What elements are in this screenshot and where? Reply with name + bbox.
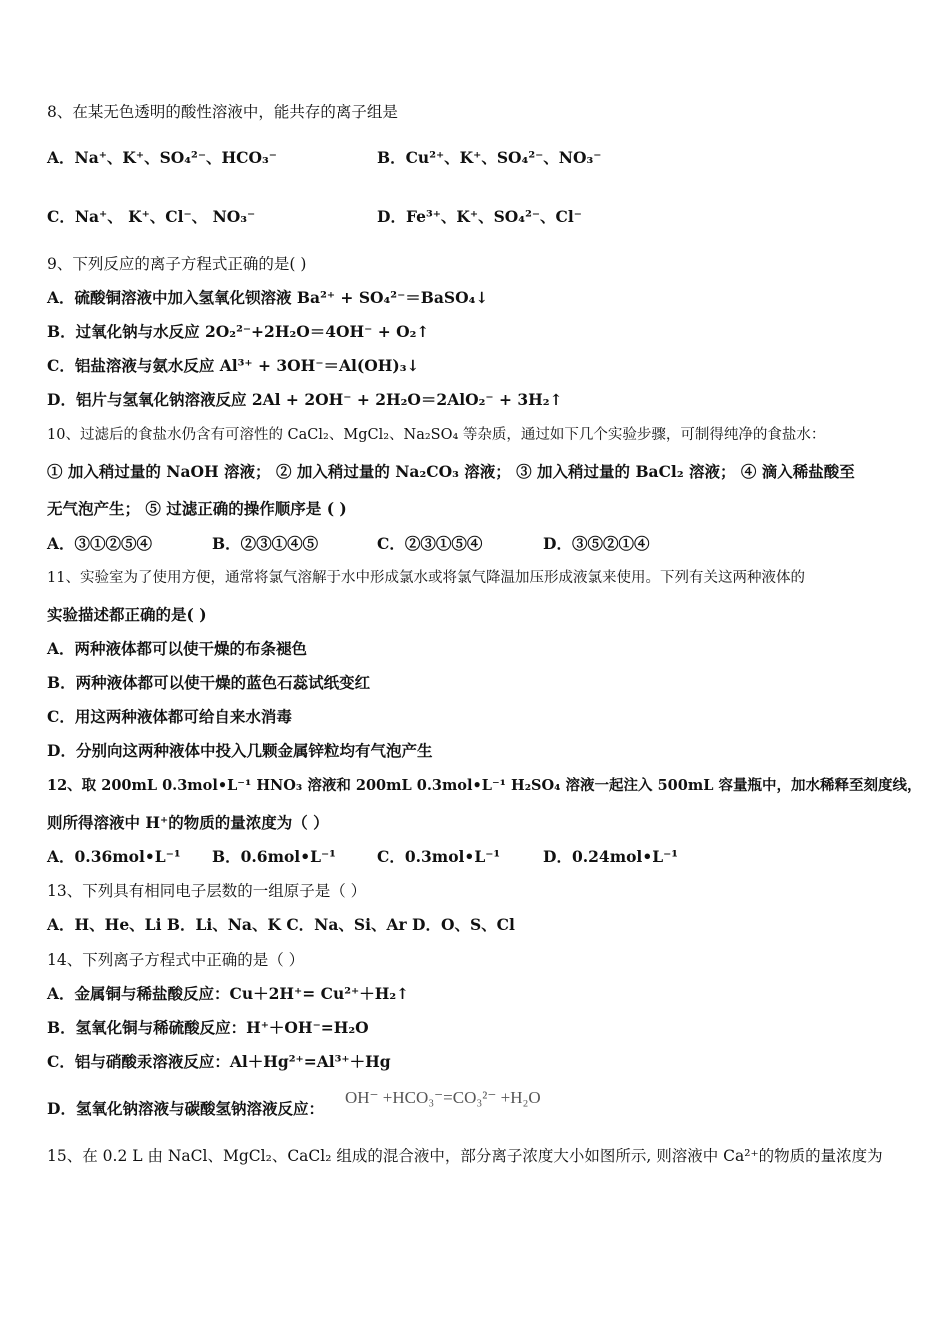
q12-option-d[interactable]: D．0.24mol•L⁻¹ xyxy=(543,847,679,866)
q12-option-c[interactable]: C．0.3mol•L⁻¹ xyxy=(377,847,501,866)
q9-stem: 9、下列反应的离子方程式正确的是( ) xyxy=(47,255,307,273)
q14-option-a[interactable]: A．金属铜与稀盐酸反应：Cu＋2H⁺= Cu²⁺＋H₂↑ xyxy=(47,984,410,1003)
q9-option-c[interactable]: C．铝盐溶液与氨水反应 Al³⁺ + 3OH⁻＝Al(OH)₃↓ xyxy=(47,356,420,375)
q10-stem-line3: 无气泡产生； ⑤ 过滤正确的操作顺序是 ( ) xyxy=(47,499,347,518)
q9-option-a[interactable]: A．硫酸铜溶液中加入氢氧化钡溶液 Ba²⁺ + SO₄²⁻＝BaSO₄↓ xyxy=(47,288,489,307)
q10-option-c[interactable]: C．②③①⑤④ xyxy=(377,534,483,553)
q8-option-c[interactable]: C．Na⁺、 K⁺、Cl⁻、 NO₃⁻ xyxy=(47,207,256,226)
q12-stem-line2: 则所得溶液中 H⁺的物质的量浓度为（ ） xyxy=(47,813,329,832)
q8-option-b[interactable]: B．Cu²⁺、K⁺、SO₄²⁻、NO₃⁻ xyxy=(377,148,602,167)
q13-options[interactable]: A．H、He、Li B．Li、Na、K C．Na、Si、Ar D．O、S、Cl xyxy=(47,915,515,934)
q11-option-a[interactable]: A．两种液体都可以使干燥的布条褪色 xyxy=(47,639,308,658)
q11-option-b[interactable]: B．两种液体都可以使干燥的蓝色石蕊试纸变红 xyxy=(47,673,371,692)
q11-stem-line1: 11、实验室为了使用方便，通常将氯气溶解于水中形成氯水或将氯气降温加压形成液氯来使用。下列有关这两种液体的 xyxy=(47,570,805,586)
q9-option-b[interactable]: B．过氧化钠与水反应 2O₂²⁻+2H₂O＝4OH⁻ + O₂↑ xyxy=(47,322,430,341)
q8-option-d[interactable]: D．Fe³⁺、K⁺、SO₄²⁻、Cl⁻ xyxy=(377,207,582,226)
q11-option-d[interactable]: D．分别向这两种液体中投入几颗金属锌粒均有气泡产生 xyxy=(47,741,433,760)
q11-option-c[interactable]: C．用这两种液体都可给自来水消毒 xyxy=(47,707,292,726)
q12-option-a[interactable]: A．0.36mol•L⁻¹ xyxy=(47,847,181,866)
q11-stem-line2: 实验描述都正确的是( ) xyxy=(47,605,207,624)
q10-option-b[interactable]: B．②③①④⑤ xyxy=(212,534,319,553)
q14-option-c[interactable]: C．铝与硝酸汞溶液反应：Al＋Hg²⁺=Al³⁺＋Hg xyxy=(47,1052,391,1071)
q13-stem: 13、下列具有相同电子层数的一组原子是（ ） xyxy=(47,882,367,900)
q10-option-d[interactable]: D．③⑤②①④ xyxy=(543,534,650,553)
q14-option-d[interactable]: D．氢氧化钠溶液与碳酸氢钠溶液反应： xyxy=(47,1099,324,1118)
q8-option-a[interactable]: A．Na⁺、K⁺、SO₄²⁻、HCO₃⁻ xyxy=(47,148,277,167)
q12-option-b[interactable]: B．0.6mol•L⁻¹ xyxy=(212,847,336,866)
q14-option-b[interactable]: B．氢氧化铜与稀硫酸反应：H⁺＋OH⁻=H₂O xyxy=(47,1018,369,1037)
q14-option-d-formula: OH⁻ +HCO₃⁻=CO₃²⁻ +H₂O xyxy=(345,1088,541,1107)
q10-stem-line1: 10、过滤后的食盐水仍含有可溶性的 CaCl₂、MgCl₂、Na₂SO₄ 等杂质，通过如下几个实验步骤，可制得纯净的食盐水： xyxy=(47,427,826,443)
q12-stem-line1: 12、取 200mL 0.3mol•L⁻¹ HNO₃ 溶液和 200mL 0.3mol•L⁻¹ H₂SO₄ 溶液一起注入 500mL 容量瓶中，加水稀释至刻度线， xyxy=(47,777,922,794)
q9-option-d[interactable]: D．铝片与氢氧化钠溶液反应 2Al + 2OH⁻ + 2H₂O＝2AlO₂⁻ + 3H₂↑ xyxy=(47,390,563,409)
q15-stem: 15、在 0.2 L 由 NaCl、MgCl₂、CaCl₂ 组成的混合液中，部分离子浓度大小如图所示, 则溶液中 Ca²⁺的物质的量浓度为 xyxy=(47,1147,883,1165)
q8-stem: 8、在某无色透明的酸性溶液中，能共存的离子组是 xyxy=(47,103,398,121)
q10-option-a[interactable]: A．③①②⑤④ xyxy=(47,534,153,553)
q14-stem: 14、下列离子方程式中正确的是（ ） xyxy=(47,951,305,969)
q10-stem-line2: ① 加入稍过量的 NaOH 溶液； ② 加入稍过量的 Na₂CO₃ 溶液； ③ 加入稍过量的 BaCl₂ 溶液； ④ 滴入稀盐酸至 xyxy=(47,462,855,481)
